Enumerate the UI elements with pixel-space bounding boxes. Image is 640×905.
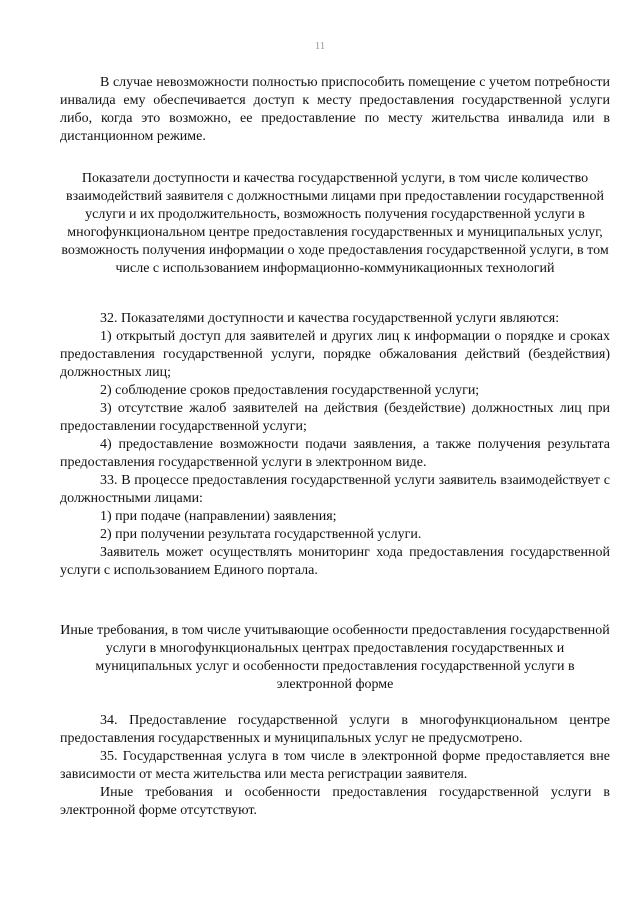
paragraph-34: 34. Предоставление государственной услуги в многофункциональном центре предоставления государственных и муниципальных услуг не предусмотрено. (60, 713, 610, 746)
paragraph-33: 33. В процессе предоставления государственной услуги заявитель взаимодействует с должностными лицами: (60, 473, 610, 506)
paragraph-33-monitoring: Заявитель может осуществлять мониторинг хода предоставления государственной услуги с использованием Единого портала. (60, 545, 610, 578)
section-34-block (60, 712, 610, 820)
paragraph-other-requirements: Иные требования и особенности предоставления государственной услуги в электронной форме отсутствуют. (60, 785, 610, 818)
page-number: 11 (314, 40, 326, 52)
paragraph-32-item-4: 4) предоставление возможности подачи заявления, а также получения результата предоставления государственной услуги в электронном виде. (60, 437, 610, 470)
paragraph-33-item-2: 2) при получении результата государственной услуги. (100, 527, 422, 542)
paragraph-33-item-1: 1) при подаче (направлении) заявления; (100, 509, 337, 524)
section-32-block (60, 310, 610, 580)
paragraph-32-item-1: 1) открытый доступ для заявителей и других лиц к информации о порядке и сроках предоставления государственной услуги, порядке обжалования действий (бездействия) должностных лиц; (60, 329, 610, 380)
paragraph-32-item-2: 2) соблюдение сроков предоставления государственной услуги; (100, 383, 480, 398)
intro-paragraph: В случае невозможности полностью приспособить помещение с учетом потребности инвалида ему обеспечивается доступ к месту предоставления государственной услуги либо, когда это возможно, ее предоставление по месту жительства инвалида или в дистанционном режиме. (60, 75, 610, 144)
intro-paragraph-block (60, 74, 610, 146)
heading-other-requirements: Иные требования, в том числе учитывающие особенности предоставления государственной услуги в многофункциональных центрах предоставления государственных и муниципальных услуг и особенности предоставления государственной услуги в электронной форме (60, 623, 610, 692)
paragraph-32: 32. Показателями доступности и качества государственной услуги являются: (100, 311, 560, 326)
paragraph-35: 35. Государственная услуга в том числе в электронной форме предоставляется вне зависимости от места жительства или места регистрации заявителя. (60, 749, 610, 782)
heading-accessibility: Показатели доступности и качества государственной услуги, в том числе количество взаимодействий заявителя с должностными лицами при предоставлении государственной услуги и их продолжительность, возможность получения государственной услуги в многофункциональном центре предоставления государственных и муниципальных услуг, возможность получения информации о ходе предоставления государственной услуги, в том числе с использованием информационно-коммуникационных технологий (61, 171, 609, 276)
heading-accessibility-block (60, 170, 610, 278)
heading-other-requirements-block (60, 622, 610, 694)
paragraph-32-item-3: 3) отсутствие жалоб заявителей на действия (бездействие) должностных лиц при предоставлении государственной услуги; (60, 401, 610, 434)
